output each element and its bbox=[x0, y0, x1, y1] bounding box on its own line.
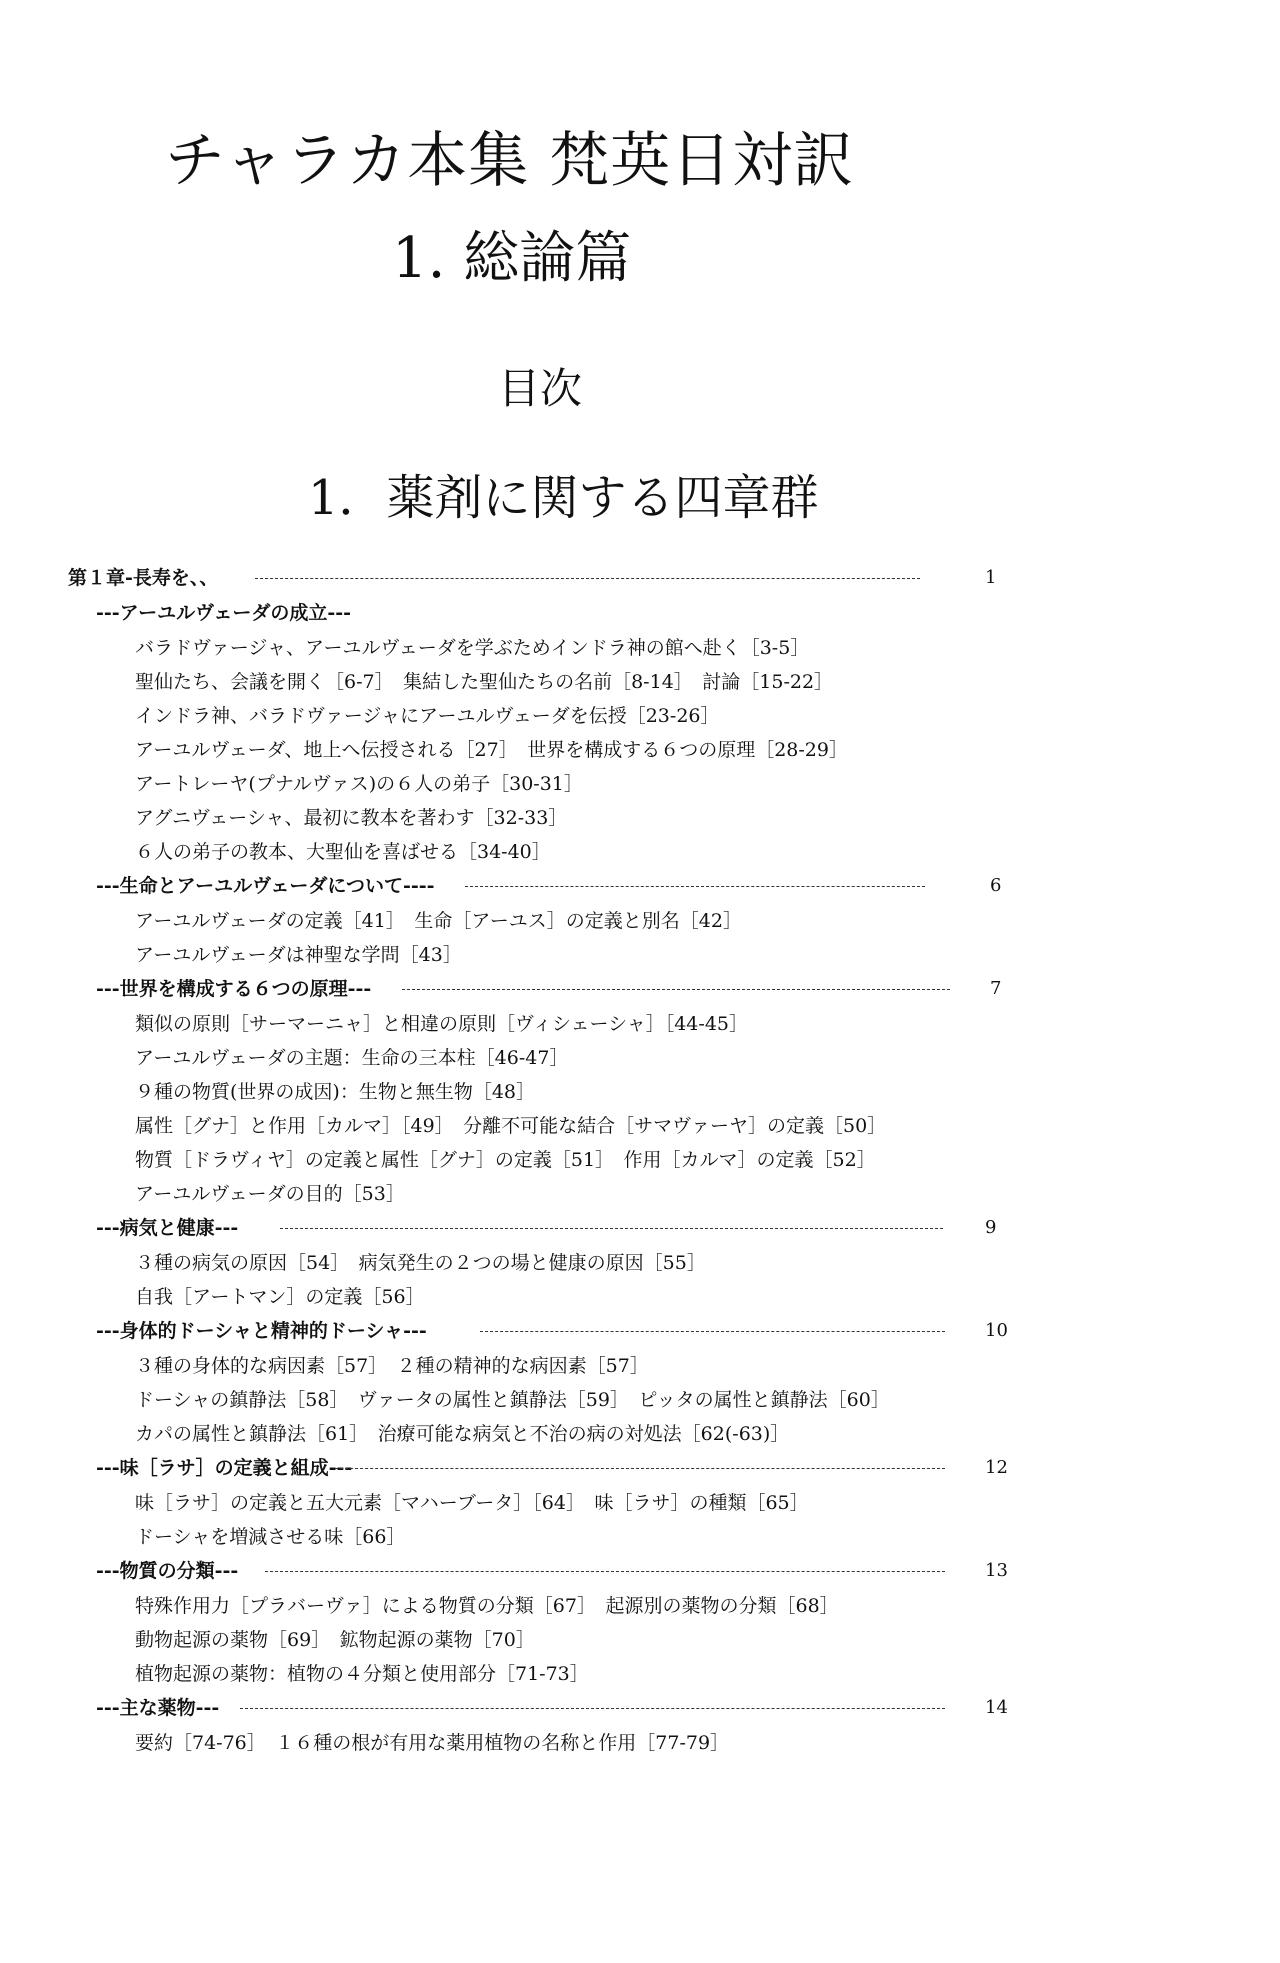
toc-item-row[interactable] bbox=[0, 1383, 1280, 1417]
toc-section-row[interactable] bbox=[0, 1451, 1280, 1485]
toc-section-title: ---生命とアーユルヴェーダについて---- bbox=[96, 875, 435, 897]
toc-section-row[interactable] bbox=[0, 1211, 1280, 1245]
toc-item-row[interactable] bbox=[0, 801, 1280, 835]
toc-item-row[interactable] bbox=[0, 1007, 1280, 1041]
toc-chapter-label: 第１章-長寿を、、 bbox=[68, 567, 219, 589]
toc-item-row[interactable] bbox=[0, 938, 1280, 972]
toc-page-number: 6 bbox=[990, 875, 1002, 896]
toc-item-row[interactable] bbox=[0, 1589, 1280, 1623]
toc-item-text: ９種の物質(世界の成因)：生物と無生物［48］ bbox=[135, 1081, 536, 1103]
toc-section-title: ---物質の分類--- bbox=[96, 1560, 239, 1582]
toc-item-text: 要約［74-76］ １６種の根が有用な薬用植物の名称と作用［77-79］ bbox=[135, 1732, 730, 1754]
toc-section-title: ---味［ラサ］の定義と組成--- bbox=[96, 1457, 353, 1479]
toc-page-number: 13 bbox=[985, 1560, 1008, 1581]
toc-item-text: ６人の弟子の教本、大聖仙を喜ばせる［34-40］ bbox=[135, 841, 551, 863]
toc-item-text: 味［ラサ］の定義と五大元素［マハーブータ］［64］ 味［ラサ］の種類［65］ bbox=[135, 1492, 809, 1514]
toc-item-text: アーユルヴェーダ、地上へ伝授される［27］ 世界を構成する６つの原理［28-29］ bbox=[135, 739, 848, 761]
toc-section-title: ---主な薬物--- bbox=[96, 1697, 220, 1719]
toc-item-row[interactable] bbox=[0, 1041, 1280, 1075]
toc-page-number: 9 bbox=[985, 1217, 997, 1238]
toc-item-row[interactable] bbox=[0, 699, 1280, 733]
toc-section-row[interactable] bbox=[0, 869, 1280, 903]
toc-item-row[interactable] bbox=[0, 733, 1280, 767]
toc-section-row[interactable] bbox=[0, 1554, 1280, 1588]
toc-item-row[interactable] bbox=[0, 904, 1280, 938]
dot-leader bbox=[465, 886, 925, 887]
toc-item-text: バラドヴァージャ、アーユルヴェーダを学ぶためインドラ神の館へ赴く［3-5］ bbox=[135, 637, 810, 659]
dot-leader bbox=[480, 1331, 945, 1332]
toc-chapter-row[interactable] bbox=[0, 561, 1280, 595]
toc-section-title: ---病気と健康--- bbox=[96, 1217, 239, 1239]
toc-item-row[interactable] bbox=[0, 1177, 1280, 1211]
toc-item-row[interactable] bbox=[0, 665, 1280, 699]
part-heading: 1．薬剤に関する四章群 bbox=[308, 470, 819, 526]
toc-item-text: カパの属性と鎮静法［61］ 治療可能な病気と不治の病の対処法［62(-63)］ bbox=[135, 1423, 790, 1445]
dot-leader bbox=[265, 1571, 945, 1572]
dot-leader bbox=[280, 1228, 943, 1229]
toc-item-text: アーユルヴェーダの目的［53］ bbox=[135, 1183, 405, 1205]
toc-page-number: 1 bbox=[985, 567, 997, 588]
toc-item-text: 特殊作用力［プラバーヴァ］による物質の分類［67］ 起源別の薬物の分類［68］ bbox=[135, 1595, 839, 1617]
toc-item-text: 聖仙たち、会議を開く［6-7］ 集結した聖仙たちの名前［8-14］ 討論［15-22］ bbox=[135, 671, 834, 693]
toc-item-row[interactable] bbox=[0, 1486, 1280, 1520]
toc-page-number: 12 bbox=[985, 1457, 1008, 1478]
toc-page-number: 14 bbox=[985, 1697, 1008, 1718]
toc-page-number: 10 bbox=[985, 1320, 1008, 1341]
toc-item-row[interactable] bbox=[0, 1075, 1280, 1109]
toc-item-row[interactable] bbox=[0, 1109, 1280, 1143]
toc-item-text: アグニヴェーシャ、最初に教本を著わす［32-33］ bbox=[135, 807, 568, 829]
toc-item-text: ３種の身体的な病因素［57］ ２種の精神的な病因素［57］ bbox=[135, 1355, 649, 1377]
toc-section-row[interactable] bbox=[0, 596, 1280, 630]
toc-heading: 目次 bbox=[498, 364, 583, 413]
toc-item-text: 類似の原則［サーマーニャ］と相違の原則［ヴィシェーシャ］［44-45］ bbox=[135, 1013, 748, 1035]
toc-item-row[interactable] bbox=[0, 1349, 1280, 1383]
toc-item-row[interactable] bbox=[0, 1520, 1280, 1554]
toc-item-text: ドーシャの鎮静法［58］ ヴァータの属性と鎮静法［59］ ピッタの属性と鎮静法［60］ bbox=[135, 1389, 890, 1411]
toc-page-number: 7 bbox=[990, 978, 1002, 999]
toc-section-row[interactable] bbox=[0, 972, 1280, 1006]
toc-item-text: ３種の病気の原因［54］ 病気発生の２つの場と健康の原因［55］ bbox=[135, 1252, 706, 1274]
book-title: チャラカ本集 梵英日対訳 bbox=[165, 126, 855, 196]
toc-item-text: アーユルヴェーダの主題：生命の三本柱［46-47］ bbox=[135, 1047, 569, 1069]
toc-item-text: アーユルヴェーダは神聖な学問［43］ bbox=[135, 944, 462, 966]
dot-leader bbox=[335, 1468, 945, 1469]
toc-item-row[interactable] bbox=[0, 1246, 1280, 1280]
toc-item-text: インドラ神、バラドヴァージャにアーユルヴェーダを伝授［23-26］ bbox=[135, 705, 720, 727]
dot-leader bbox=[402, 989, 950, 990]
toc-item-text: アートレーヤ(プナルヴァス)の６人の弟子［30-31］ bbox=[135, 773, 583, 795]
toc-item-row[interactable] bbox=[0, 1657, 1280, 1691]
toc-item-text: 属性［グナ］と作用［カルマ］［49］ 分離不可能な結合［サマヴァーヤ］の定義［50］ bbox=[135, 1115, 887, 1137]
toc-item-row[interactable] bbox=[0, 835, 1280, 869]
toc-item-text: 自我［アートマン］の定義［56］ bbox=[135, 1286, 425, 1308]
toc-item-row[interactable] bbox=[0, 1726, 1280, 1760]
toc-item-text: 植物起源の薬物：植物の４分類と使用部分［71-73］ bbox=[135, 1663, 589, 1685]
toc-item-row[interactable] bbox=[0, 1623, 1280, 1657]
toc-item-text: ドーシャを増減させる味［66］ bbox=[135, 1526, 406, 1548]
toc-item-row[interactable] bbox=[0, 1143, 1280, 1177]
toc-section-row[interactable] bbox=[0, 1314, 1280, 1348]
dot-leader bbox=[255, 578, 920, 579]
toc-item-row[interactable] bbox=[0, 1417, 1280, 1451]
toc-section-title: ---アーユルヴェーダの成立--- bbox=[96, 602, 351, 624]
toc-item-row[interactable] bbox=[0, 767, 1280, 801]
toc-item-text: アーユルヴェーダの定義［41］ 生命［アーユス］の定義と別名［42］ bbox=[135, 910, 742, 932]
toc-section-row[interactable] bbox=[0, 1691, 1280, 1725]
dot-leader bbox=[240, 1708, 945, 1709]
toc-item-row[interactable] bbox=[0, 631, 1280, 665]
toc-item-row[interactable] bbox=[0, 1280, 1280, 1314]
toc-section-title: ---世界を構成する６つの原理--- bbox=[96, 978, 372, 1000]
volume-title: 1. 総論篇 bbox=[392, 226, 632, 291]
toc-item-text: 物質［ドラヴィヤ］の定義と属性［グナ］の定義［51］ 作用［カルマ］の定義［52］ bbox=[135, 1149, 876, 1171]
toc-section-title: ---身体的ドーシャと精神的ドーシャ--- bbox=[96, 1320, 427, 1342]
toc-item-text: 動物起源の薬物［69］ 鉱物起源の薬物［70］ bbox=[135, 1629, 535, 1651]
